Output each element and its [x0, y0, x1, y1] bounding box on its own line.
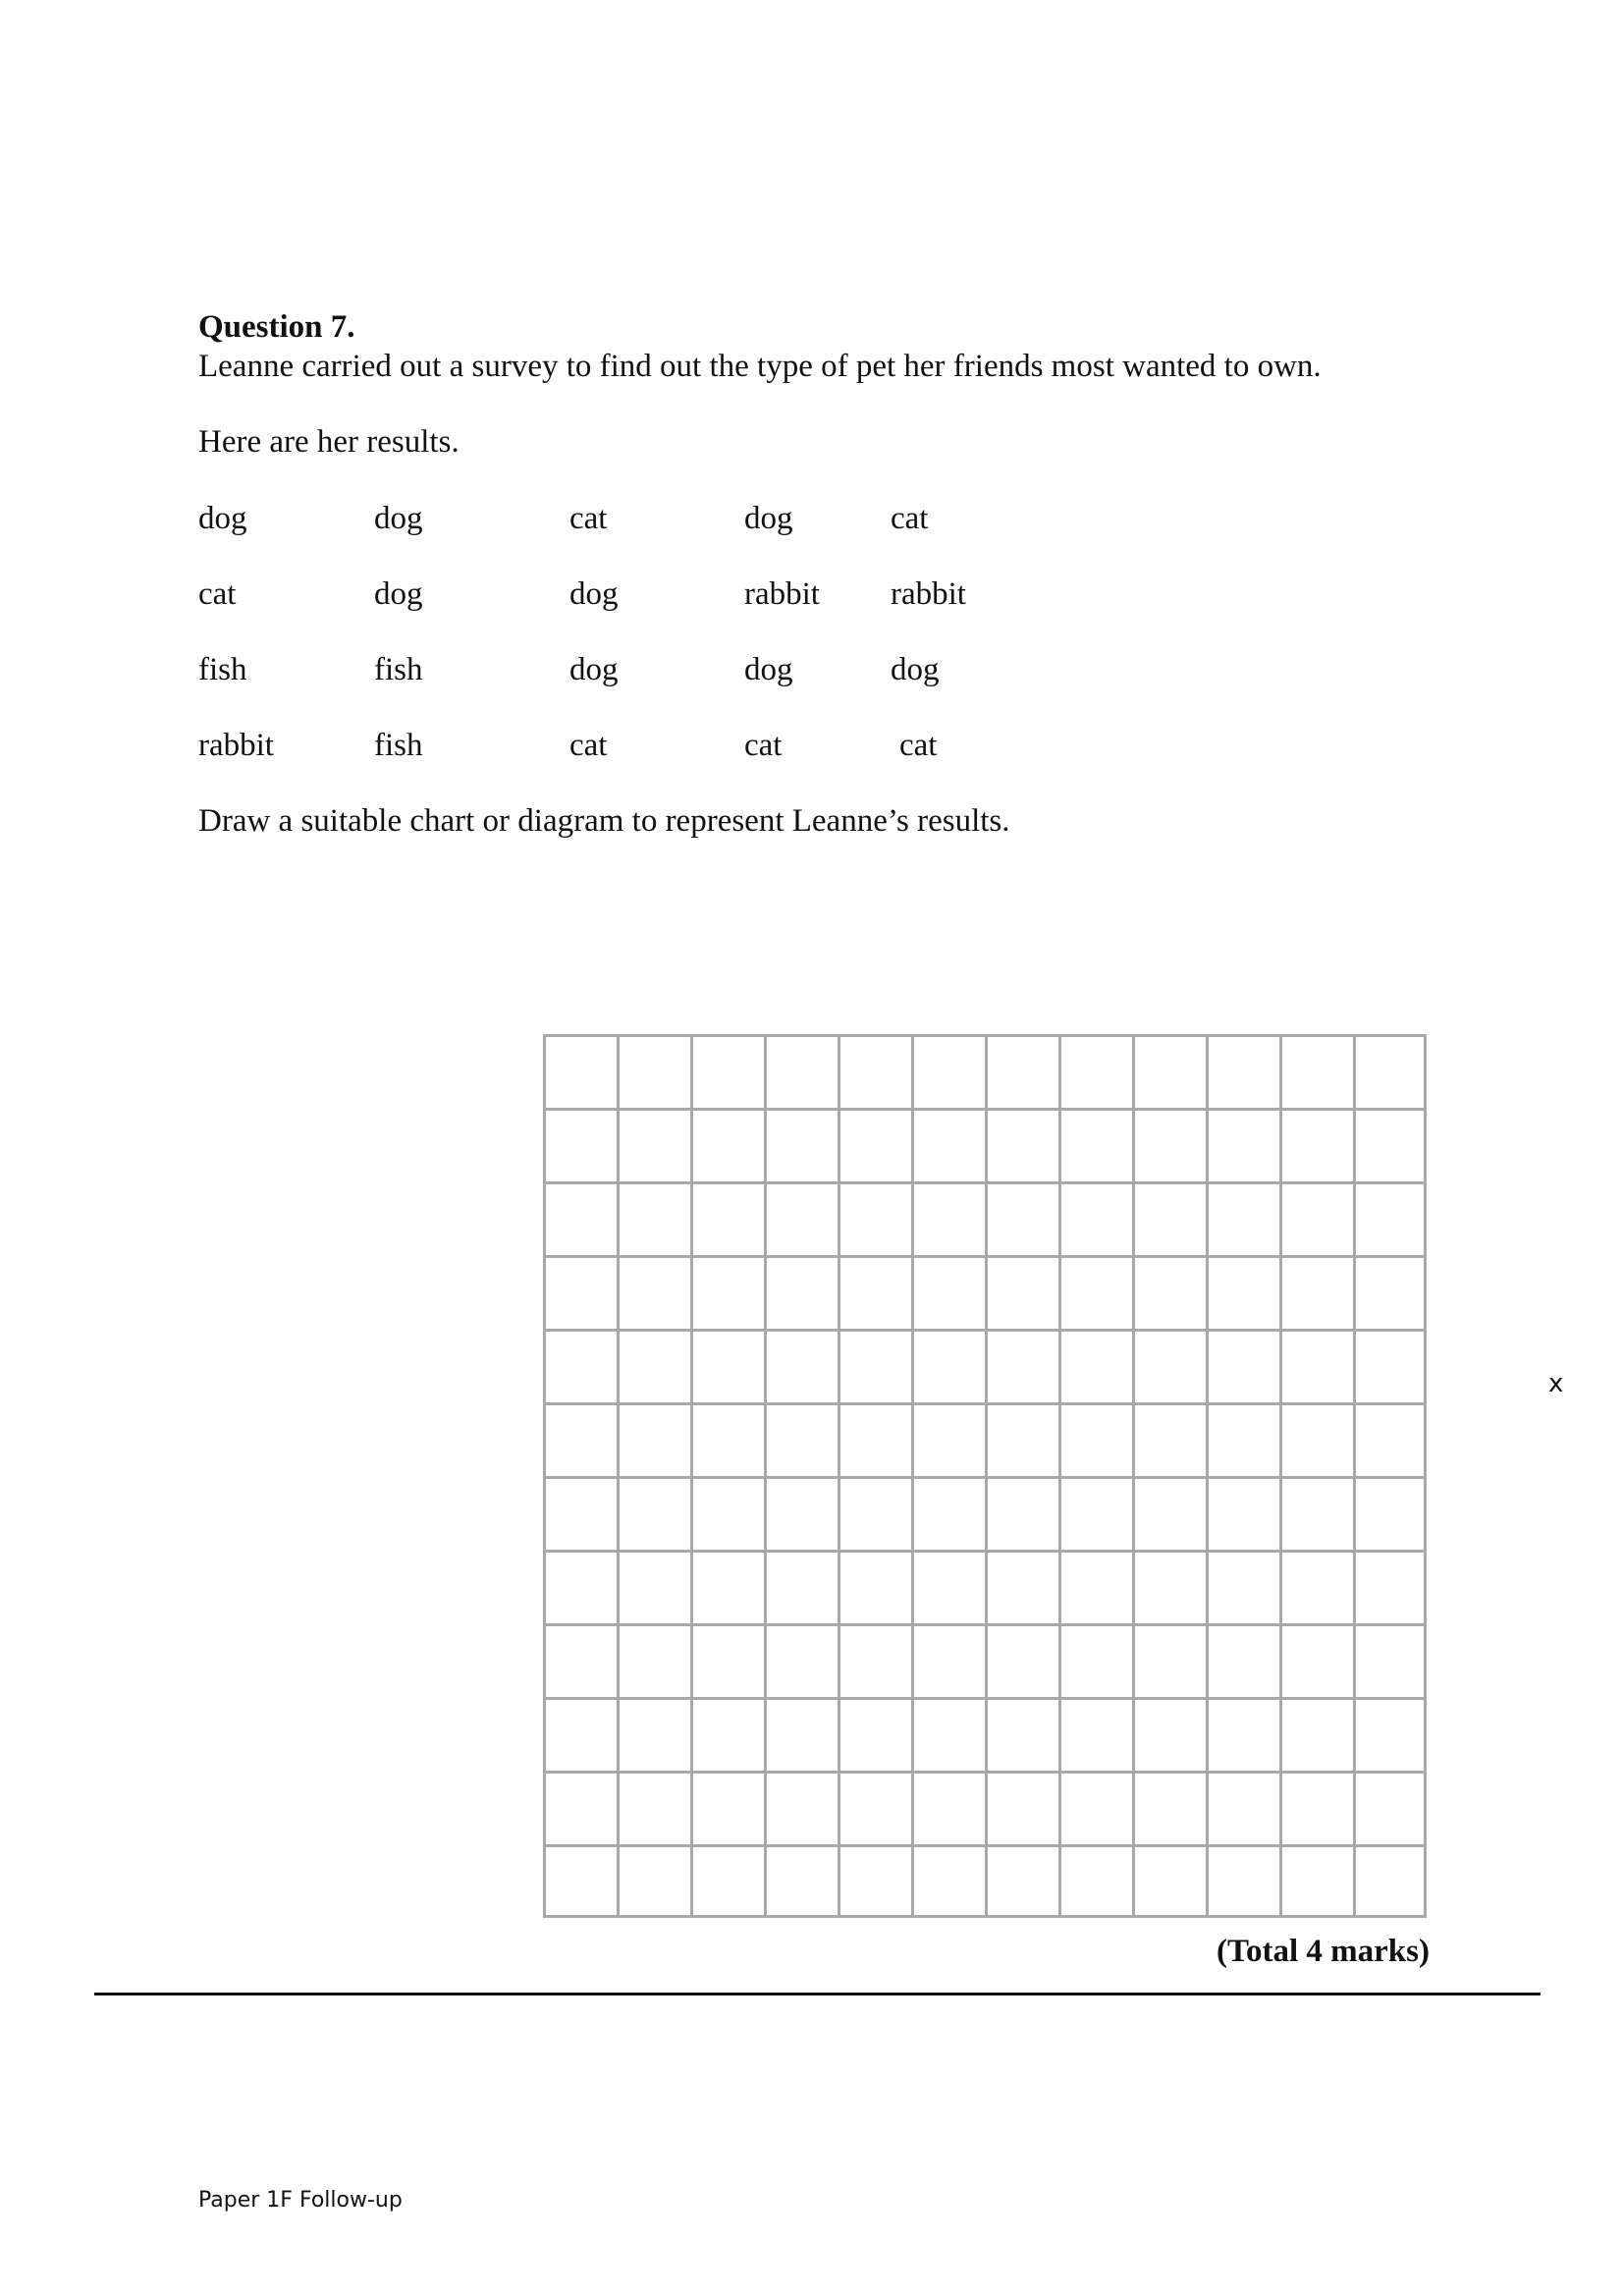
- survey-result: dog: [374, 576, 423, 612]
- survey-result: fish: [374, 652, 423, 687]
- survey-result: dog: [374, 501, 423, 536]
- footer-label: Paper 1F Follow-up: [198, 2188, 403, 2213]
- margin-mark: x: [1548, 1369, 1564, 1398]
- survey-result: cat: [744, 728, 783, 763]
- total-marks: (Total 4 marks): [1217, 1934, 1430, 1969]
- section-divider: [94, 1993, 1541, 1995]
- survey-result: fish: [198, 652, 247, 687]
- question-title: Question 7.: [198, 309, 355, 345]
- question-intro: Leanne carried out a survey to find out the type of pet her friends most wanted to own.: [198, 349, 1322, 384]
- survey-result: cat: [891, 501, 929, 536]
- survey-result: dog: [198, 501, 247, 536]
- survey-result: dog: [569, 652, 619, 687]
- survey-result: dog: [569, 576, 619, 612]
- survey-result: dog: [744, 501, 793, 536]
- survey-result: rabbit: [891, 576, 966, 612]
- survey-result: fish: [374, 728, 423, 763]
- answer-grid[interactable]: [543, 1034, 1427, 1918]
- survey-result: rabbit: [198, 728, 274, 763]
- survey-result: dog: [891, 652, 940, 687]
- survey-result: cat: [899, 728, 938, 763]
- survey-result: cat: [569, 501, 608, 536]
- question-instruction: Draw a suitable chart or diagram to represent Leanne’s results.: [198, 803, 1010, 839]
- survey-result: cat: [569, 728, 608, 763]
- survey-result: dog: [744, 652, 793, 687]
- survey-result: cat: [198, 576, 237, 612]
- results-label: Here are her results.: [198, 424, 460, 460]
- survey-result: rabbit: [744, 576, 820, 612]
